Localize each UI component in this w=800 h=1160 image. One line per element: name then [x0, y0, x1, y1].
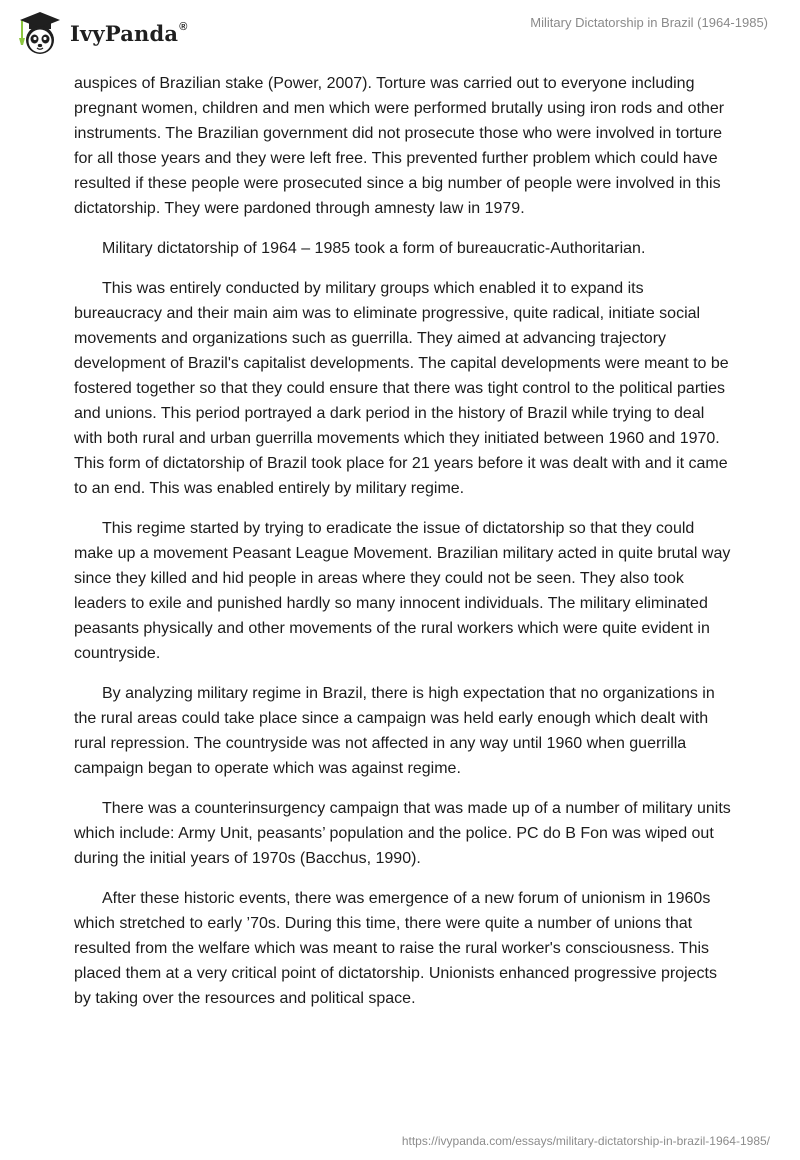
- document-title: Military Dictatorship in Brazil (1964-1985): [530, 15, 768, 30]
- paragraph: After these historic events, there was emergence of a new forum of unionism in 1960s which stretched to early ’70s. During this time, there were quite a number of unions that resulted from the welfare which was meant to raise the rural worker's consciousness. This placed them at a very critical point of dictatorship. Unionists enhanced progressive projects by taking over the resources and political space.: [74, 890, 717, 1007]
- paragraph: This was entirely conducted by military groups which enabled it to expand its bureaucracy and their main aim was to eliminate progressive, quite radical, initiate social movements and organizations such as guerrilla. They aimed at advancing trajectory development of Brazil's capitalist developments. The capital developments were meant to be fostered together so that they could ensure that there was tight control to the political parties and unions. This period portrayed a dark period in the history of Brazil while trying to deal with both rural and urban guerrilla movements which they initiated between 1960 and 1970. This form of dictatorship of Brazil took place for 21 years before it was dealt with and it came to an end. This was enabled entirely by military regime.: [74, 280, 729, 497]
- source-url[interactable]: https://ivypanda.com/essays/military-dictatorship-in-brazil-1964-1985/: [401, 1134, 770, 1148]
- logo-wordmark: [70, 21, 188, 46]
- logo-name: IvyPanda: [70, 20, 179, 46]
- page-header: [0, 0, 800, 66]
- paragraph: By analyzing military regime in Brazil, there is high expectation that no organizations in the rural areas could take place since a campaign was held early enough which dealt with rural repression. The countryside was not affected in any way until 1960 when guerrilla campaign began to operate which was against regime.: [74, 685, 715, 777]
- paragraph: auspices of Brazilian stake (Power, 2007). Torture was carried out to everyone including pregnant women, children and men which were performed brutally using iron rods and other instruments. The Brazilian government did not prosecute those who were involved in torture for all those years and they were left free. This prevented further problem which could have resulted if these people were prosecuted since a big number of people were involved in this dictatorship. They were pardoned through amnesty law in 1979.: [74, 75, 725, 217]
- panda-logo-icon: [14, 8, 64, 58]
- paragraph: This regime started by trying to eradicate the issue of dictatorship so that they could make up a movement Peasant League Movement. Brazilian military acted in quite brutal way since they killed and hid people in areas where they could not be seen. They also took leaders to exile and punished hardly so many innocent individuals. The military eliminated peasants physically and other movements of the rural workers which were quite evident in countryside.: [74, 520, 731, 662]
- paragraph: There was a counterinsurgency campaign that was made up of a number of military units which include: Army Unit, peasants’ population and the police. PC do B Fon was wiped out during the initial years of 1970s (Bacchus, 1990).: [74, 800, 731, 867]
- essay-body: [74, 71, 734, 1026]
- logo[interactable]: [14, 8, 188, 58]
- paragraph: Military dictatorship of 1964 – 1985 took a form of bureaucratic-Authoritarian.: [102, 240, 646, 257]
- registered-mark: ®: [179, 20, 188, 33]
